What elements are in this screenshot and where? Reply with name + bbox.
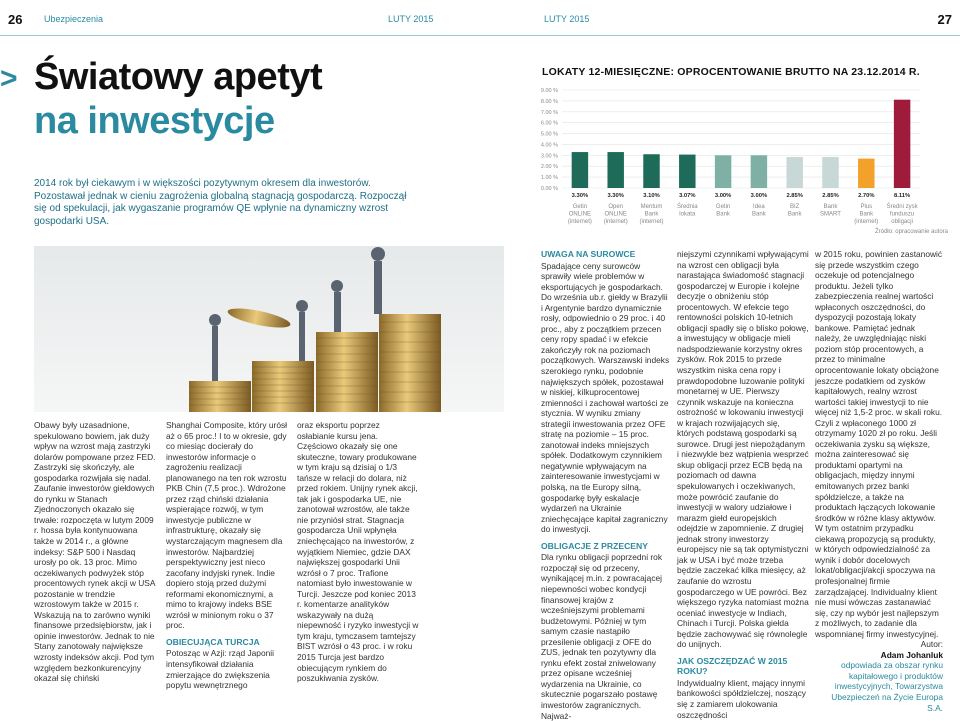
subheading: OBLIGACJE Z PRZECENY — [541, 540, 648, 551]
y-tick-label: 8.00 % — [540, 98, 558, 105]
data-label: 3.30% — [571, 193, 589, 199]
bar — [822, 157, 838, 188]
data-label: 2.85% — [822, 193, 839, 199]
subheading: UWAGA NA SUROWCE — [541, 249, 636, 259]
x-tick-label: Bank — [752, 211, 766, 218]
x-tick-label: Średni zysk — [886, 204, 918, 210]
bar — [679, 155, 695, 188]
x-tick-label: ONLINE — [568, 211, 592, 218]
paragraph: Shanghai Composite, który urósł aż o 65 proc.! I to w okresie, gdy co miesiąc docierały do inwestorów informacje o zagrożeniu realizacji planowanego na ten rok wzrostu PKB Chin (7,5 proc.). Wdrożone przez rząd chiński działania wspierające rozwój, w tym inwestycje publiczne w infrastrukturę, okazały się wystarczającym magnesem dla inwestorów. Najbardziej perspektywiczny jest nieco zacofany indyjski rynek. Indie dopiero stoją przed dużymi reformami ekonomicznymi, a mimo to krajowy indeks BSE wzrósł w minionym roku o 37 proc. — [166, 420, 288, 631]
x-tick-label: Średnia — [676, 204, 698, 210]
y-tick-label: 9.00 % — [540, 88, 558, 94]
chart-title: LOKATY 12-MIESIĘCZNE: OPROCENTOWANIE BRUTTO NA 23.12.2014 R. — [542, 66, 920, 78]
paragraph: Spadające ceny surowców sprawiły wiele problemów w eksportujących je gospodarkach. Do września ub.r. giełdy w Brazylii i Argentynie bardzo dynamicznie rosły, odpowiednio o 29 proc. i 40 proc., aby z początkiem przecen ceny ropy spadać i w efekcie zakończyły rok na poziomach początkowych. Warszawski indeks szerokiego rynku, podobnie największych spółek, pozostawał w niskiej, kilkuprocentowej zmienności i zachował wartości ze stycznia. W wyniku zmiany strategii inwestowania przez OFE stratę na poziomie – 15 proc. zanotował indeks mniejszych spółek. Dodatkowym czynnikiem negatywnie wpływającym na zainteresowanie inwestycjami w polską, na tle Europy silną, gospodarkę były eskalacje wydarzeń na Ukrainie zniechęcające kapitał zagraniczny do inwestycji. — [541, 260, 670, 535]
y-tick-label: 0.00 % — [540, 186, 558, 192]
author-role: odpowiada za obszar rynku kapitałowego i produktów inwestycyjnych, Towarzystwa Ubezpieczeń na Życie Europa S.A. — [831, 660, 943, 713]
x-tick-label: (internet) — [567, 219, 592, 225]
data-label: 3.30% — [607, 193, 624, 199]
author-label: Autor: — [920, 639, 943, 650]
data-label: 3.07% — [679, 193, 696, 199]
article-title-line2: na inwestycje — [34, 100, 275, 142]
x-tick-label: SMART — [820, 211, 841, 218]
x-tick-label: obligacji — [891, 219, 913, 225]
data-label: 2.70% — [858, 193, 875, 199]
text-column-4 — [541, 249, 671, 721]
coin-stacks-illustration — [34, 246, 504, 412]
bar — [572, 152, 588, 188]
paragraph: Indywidualny klient, mający innymi bankowości spółdzielczej, noszący się z zamiarem ulokowania oszczędności — [677, 677, 806, 720]
x-tick-label: (internet) — [639, 219, 664, 225]
paragraph: niejszymi czynnikami wpływającymi na wzrost cen obligacji była narastająca świadomość stagnacji gospodarczej w Europie i kolejne decyzje o obniżeniu stóp procentowych. W efekcie tego rentowności polskich 10-letnich obligacji spadły się o blisko połowę, a inwestujący w obligacje mieli nadspodziewanie korzystny okres zysków. Rok 2015 to przede wszystkim niska cena ropy i prawdopodobne luzowanie polityki monetarnej w UE. Pierwszy czynnik wskazuje na konieczna ostrożność w lokowaniu inwestycji w krajach rozwijających się, których podstawą gospodarki są surowce. Drugi jest niepożądanym i niezwykle bez wątpienia wesprzeć skup obligacji przez ECB będą na poziomach od dawna spekulowanych i oczekiwanych, może powrócić zaufanie do inwestycji w walory udziałowe i marazm giełd europejskich odejdzie w zapomnienie. Z drugiej jednak strony inwestorzy europejscy nie są tak optymistyczni jak w USA i być może trzeba będzie zaczekać kilka miesięcy, aż zaufanie do wzrostu gospodarczego w UE powróci. Bez większego ryzyka natomiast można oceniać inwestycje w Indiach, Chinach i Turcji. Polska giełda będzie zachowywać się równolegle do unijnych. — [677, 249, 809, 650]
x-tick-label: (internet) — [603, 219, 628, 225]
x-tick-label: ONLINE — [604, 211, 627, 218]
text-column-6 — [815, 249, 943, 713]
paragraph: Dla rynku obligacji poprzedni rok rozpoczął się od przeceny, wynikającej m.in. z powracającej niepewności wobec kondycji finansowej krajów z wcześniejszymi problemami budżetowymi. Później w tym samym czasie nastąpiło przesilenie obligacji z OFE do ZUS, jednak ten pozytywny dla rynku efekt został zniwelowany przez opisane wcześniej wydarzenia na Ukrainie, co skutecznie pogarszało postawę inwestorów zagranicznych. Najważ- — [541, 552, 663, 721]
bar — [751, 155, 767, 188]
data-label: 3.10% — [643, 193, 660, 199]
x-tick-label: Bank — [716, 211, 730, 218]
coin-stacks-photo — [34, 246, 504, 412]
bar — [643, 154, 659, 188]
x-tick-label: Open — [608, 204, 624, 210]
data-label: 2.85% — [786, 193, 803, 199]
y-tick-label: 4.00 % — [540, 142, 558, 149]
x-tick-label: (internet) — [854, 219, 879, 225]
article-title-line1: Światowy apetyt — [34, 56, 323, 98]
x-tick-label: Getin — [572, 204, 588, 210]
issue-date-left: LUTY 2015 — [388, 14, 434, 24]
subheading: OBIECUJĄCA TURCJA — [166, 636, 260, 647]
y-tick-label: 7.00 % — [540, 109, 558, 116]
bar — [607, 152, 623, 188]
bar — [715, 155, 731, 188]
subheading: JAK OSZCZĘDZAĆ W 2015 ROKU? — [677, 655, 788, 677]
y-tick-label: 2.00 % — [540, 164, 558, 171]
text-column-1 — [34, 420, 158, 684]
author-name: Adam Johanluk — [880, 649, 943, 660]
y-tick-label: 5.00 % — [540, 131, 558, 138]
chart-source: Źródło: opracowanie autora — [874, 229, 948, 235]
x-tick-label: Bank — [859, 211, 874, 218]
page-header — [0, 0, 960, 36]
x-tick-label: Bank — [787, 211, 802, 218]
y-tick-label: 6.00 % — [540, 120, 558, 127]
bar — [858, 159, 874, 188]
author-block — [815, 639, 943, 713]
y-tick-label: 1.00 % — [540, 175, 558, 182]
text-column-3 — [297, 420, 419, 684]
x-tick-label: lokata — [679, 211, 696, 218]
title-chevron-icon: > — [0, 62, 18, 95]
section-label: Ubezpieczenia — [44, 14, 104, 24]
x-tick-label: BIZ — [790, 204, 800, 210]
article-lead: 2014 rok był ciekawym i w większości pozytywnym okresem dla inwestorów. Pozostawał jednak w cieniu zagrożenia globalną stagnacją gospodarczą. Rozpoczął się od spekulacji, jak wygaszanie programów QE wpłynie na dynamiczny wzrost gospodarki USA. — [34, 178, 407, 227]
page-number-right: 27 — [937, 12, 952, 27]
x-tick-label: Getin — [715, 204, 731, 210]
paragraph: oraz eksportu poprzez osłabianie kursu jena. Częściowo okazały się one skuteczne, towary produkowane w tym kraju są dzisiaj o 1/3 tańsze w relacji do dolara, niż przed rokiem. Unijny rynek akcji, tak jak i gospodarka UE, nie zanotował wzrostów, ale także nie przyniósł strat. Stagnacja gospodarcza Unii wpłynęła zniechęcająco na inwestorów, z wyjątkiem Niemiec, gdzie DAX największej gospodarki Unii wzrósł o 7 proc. Trafione natomiast było inwestowanie w Turcji. Jeszcze pod koniec 2013 r. komentarze analityków wskazywały na dużą niepewność i ryzyko inwestycji w tym kraju, tymczasem tamtejszy BIST wzrósł o 43 proc. i w roku 2015 Turcja jest bardzo obiecującym rynkiem do poszukiwania zysków. — [297, 420, 419, 684]
deposit-rates-bar-chart — [520, 80, 945, 250]
paragraph: Potosząc w Azji: rząd Japonii intensyfikował działania zmierzające do zwiększenia popytu wewnętrznego — [166, 648, 274, 691]
x-tick-label: funduszu — [889, 211, 915, 218]
data-label: 8.11% — [894, 193, 911, 199]
issue-date-right: LUTY 2015 — [544, 14, 590, 24]
page-number-left: 26 — [8, 12, 23, 27]
paragraph: Obawy były uzasadnione, spekulowano bowiem, jak duży wpływ na wzrost mają zastrzyki dolarów pompowane przez FED. Zastrzyki się skończyły, ale gospodarka rozwijała się nadal. Zaufanie inwestorów giełdowych do rynku w Stanach Zjednoczonych okazało się trwałe: rozpoczęta w lutym 2009 r. hossa była kontynuowana także w 2014 r., a główne indeksy: S&P 500 i Nasdaq urosły po ok. 13 proc. Mimo oczekiwanych podwyżek stóp procentowych rynek akcji w USA pozostanie w trendzie wzrostowym także w 2015 r. Wskazują na to zarówno wyniki finansowe przedsiębiorstw, jak i opinie inwestorów. Jednak to nie Stany zanotowały największe wzrosty indeksów akcji. Pod tym względem bezkonkurencyjny okazał się chiński — [34, 420, 156, 684]
x-tick-label: Idea — [753, 204, 765, 210]
y-tick-label: 3.00 % — [540, 153, 558, 160]
text-column-5 — [677, 249, 809, 720]
bar — [786, 157, 802, 188]
paragraph: w 2015 roku, powinien zastanowić się przede wszystkim czego oczekuje od potencjalnego produktu. Jeżeli tylko zabezpieczenia realnej wartości wpłaconych oszczędności, do dyspozycji pozostają lokaty bankowe. Pamiętać jednak należy, że uwzględniając niski poziom stóp procentowych, a przez to minimalne oprocentowanie lokaty obciążone jeszcze podatkiem od zysków kapitałowych, realny wzrost wartości takiej inwestycji to nie więcej niż 1,5-2 proc. w skali roku. Czyli z wpłaconego 1000 zł otrzymamy 1020 zł po roku. Jeśli oczekiwania zysku są większe, można zainteresować się produktami opartymi na obligacjach, między innymi emitowanych przez banki spółdzielcze, a także na produktach łączących lokowanie środków w różne klasy aktywów. W tym ostatnim przypadku ciekawą propozycją są produkty, w których odpowiedzialność za wynik i dobór docelowych lokat/obligacji/akcji spoczywa na profesjonalnej firmie zarządzającej. Individualny klient nie musi wówczas zastanawiać się, czy np wybór jest najlepszym z możliwych, to zadanie dla wspomnianej firmy inwestycyjnej. — [815, 249, 943, 639]
bar — [894, 100, 910, 188]
x-tick-label: Bank — [644, 211, 659, 218]
text-column-2 — [166, 420, 288, 691]
data-label: 3.00% — [750, 193, 768, 199]
x-tick-label: Plus — [860, 204, 873, 210]
x-tick-label: Mentum — [640, 204, 663, 210]
x-tick-label: Bank — [823, 204, 838, 210]
data-label: 3.00% — [714, 193, 732, 199]
